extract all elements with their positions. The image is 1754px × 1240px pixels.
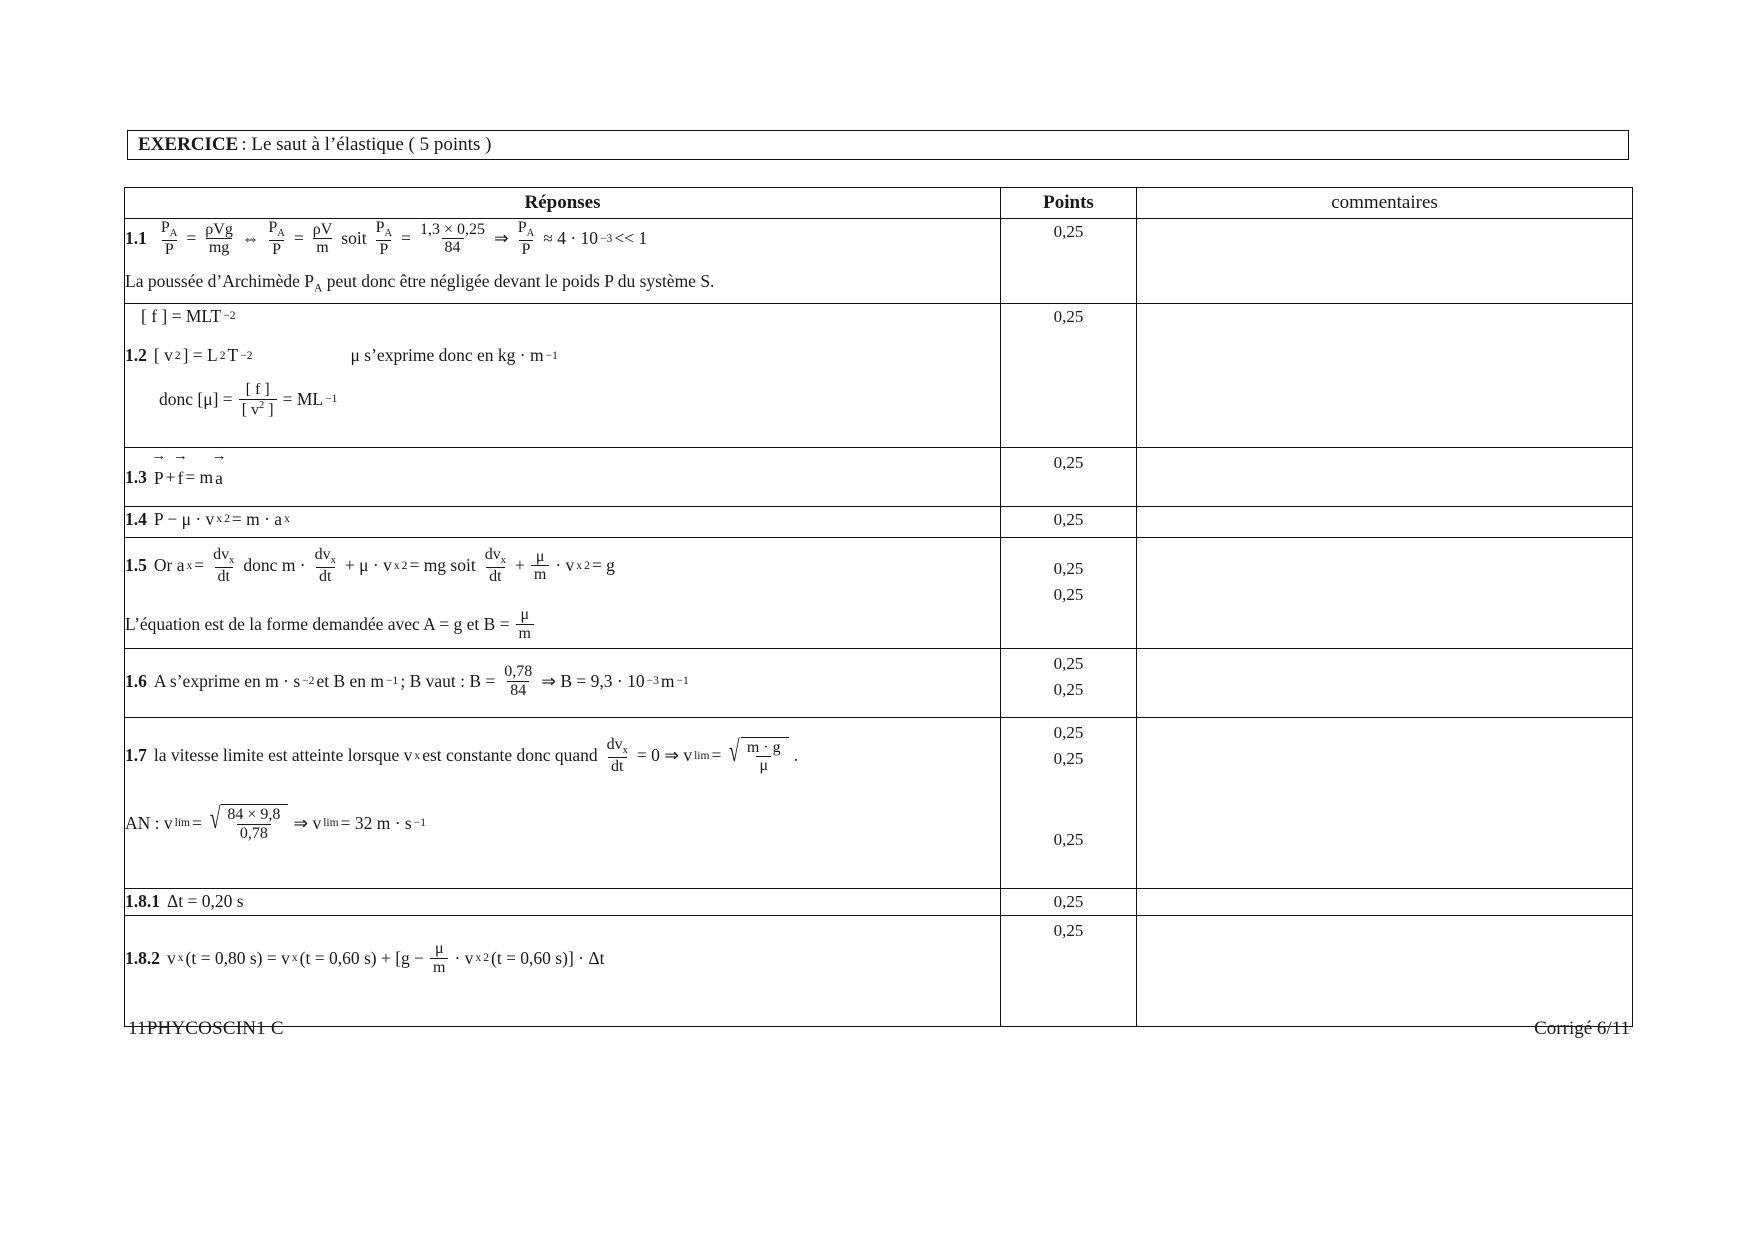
- comment-cell-1-2[interactable]: [1137, 304, 1633, 448]
- table-row: [125, 889, 1633, 916]
- points-cell-1-3: [1001, 448, 1137, 507]
- points-value: 0,25: [1053, 830, 1084, 849]
- exercise-title-box: [127, 130, 1629, 160]
- fraction: $\frac{\mu}{m}$: [430, 940, 448, 977]
- question-number: 1.8.2: [125, 947, 160, 968]
- comment-cell-1-1[interactable]: [1137, 219, 1633, 304]
- fraction: $\frac{P_A}{P}$: [268, 219, 285, 259]
- points-value: 0,25: [1053, 510, 1084, 529]
- answer-cell-1-2: [125, 304, 1001, 448]
- answer-cell-1-1: [125, 219, 1001, 304]
- dimension-velocity: 1.2 [ v 2 ] = L 2 T −2 μ s’exprime donc en kg · m −1: [125, 343, 1000, 368]
- numeric-application: AN : v lim = √ $\frac{84 \times 9,8}{0,78}$ ⇒ v lim = 32 m · s −1: [125, 801, 427, 842]
- question-number: 1.3: [125, 467, 147, 487]
- points-value: 0,25: [1053, 748, 1084, 768]
- question-number: 1.4: [125, 509, 147, 529]
- points-cell-1-2: [1001, 304, 1137, 448]
- table-row: [125, 538, 1633, 649]
- answer-cell-1-8-2: 1.8.2 v x (t = 0,80 s) = v x (t = 0,60 s) + [g − $\frac{\mu}{m}$ · v x 2 (t = 0,60 s)] · Δt: [125, 916, 1001, 1027]
- points-value: 0,25: [1053, 307, 1084, 326]
- exercise-title: : Le saut à l’élastique ( 5 points ): [241, 134, 492, 155]
- dimension-mu: donc [μ] = $\frac{[ f ]}{[ v^2 ]}$ = ML −1: [159, 380, 338, 418]
- fraction: $\frac{P_A}{P}$: [160, 219, 178, 259]
- vector-weight: → P: [154, 464, 164, 491]
- vector-acceleration: → a: [215, 464, 223, 491]
- table-row: [125, 507, 1633, 538]
- comment-cell-1-6[interactable]: [1137, 649, 1633, 718]
- column-header-comments: commentaires: [1137, 188, 1633, 219]
- footer-page-number: Corrigé 6/11: [1534, 1018, 1630, 1039]
- points-value: 0,25: [1053, 892, 1084, 911]
- answer-cell-1-8-1: 1.8.1 Δt = 0,20 s: [125, 889, 1001, 916]
- exercise-label: EXERCICE: [138, 134, 239, 155]
- column-header-points: Points: [1001, 188, 1137, 219]
- fraction: $\frac{dv_x}{dt}$: [484, 546, 507, 586]
- points-value: 0,25: [1053, 654, 1084, 673]
- fraction: $\frac{dv_x}{dt}$: [606, 736, 628, 776]
- points-value: 0,25: [1053, 559, 1084, 578]
- points-cell-1-8-2: [1001, 916, 1137, 1027]
- question-number: 1.1: [125, 228, 147, 249]
- equals: =: [186, 228, 197, 249]
- comment-cell-1-8-1[interactable]: [1137, 889, 1633, 916]
- fraction: $\frac{P_A}{P}$: [375, 219, 393, 259]
- question-number: 1.7: [125, 745, 147, 766]
- conclusion-text: La poussée d’Archimède $P_A$ peut donc être négligée devant le poids P du système S.: [125, 270, 715, 295]
- approx-value: ≈ 4 · 10: [543, 228, 599, 249]
- exponent: −3: [600, 232, 613, 245]
- fraction: $\frac{dv_x}{dt}$: [314, 546, 336, 586]
- table-row: [125, 219, 1633, 304]
- square-root: √ $\frac{m \cdot g}{\mu}$: [726, 737, 788, 776]
- inequality-tail: << 1: [614, 228, 648, 249]
- table-row: [125, 718, 1633, 889]
- fraction: $\frac{\mu}{m}$: [516, 606, 534, 643]
- footer-document-code: 11PHYCOSCIN1 C: [128, 1018, 284, 1039]
- points-cell-1-4: [1001, 507, 1137, 538]
- comment-cell-1-8-2[interactable]: [1137, 916, 1633, 1027]
- points-cell-1-5: [1001, 538, 1137, 649]
- fraction: $\frac{dv_x}{dt}$: [213, 546, 235, 586]
- fraction: $\frac{\text{ρVg}}{mg}$: [205, 220, 233, 257]
- comment-cell-1-7[interactable]: [1137, 718, 1633, 889]
- square-root: √ $\frac{84 \times 9,8}{0,78}$: [207, 804, 289, 843]
- points-value: 0,25: [1053, 723, 1084, 742]
- fraction: $\frac{0,78}{84}$: [504, 663, 533, 699]
- answer-cell-1-4: 1.4 P − μ · v x 2 = m · a x: [125, 507, 1001, 538]
- fraction: $\frac{\rho V}{m}$: [312, 220, 333, 257]
- table-row: [125, 649, 1633, 718]
- soit-word: soit: [341, 228, 367, 249]
- fraction: $\frac{[ f ]}{[ v^2 ]}$: [239, 381, 277, 419]
- column-header-responses: Réponses: [125, 188, 1001, 219]
- table-header-row: [125, 188, 1633, 219]
- fraction: $\frac{P_A}{P}$: [517, 219, 535, 259]
- vector-friction: → f: [177, 464, 183, 491]
- fraction: $\frac{1,3 \times 0,25}{84}$: [419, 220, 486, 257]
- comment-cell-1-3[interactable]: [1137, 448, 1633, 507]
- points-value: 0,25: [1053, 453, 1084, 472]
- points-cell-1-6: [1001, 649, 1137, 718]
- points-value: 0,25: [1053, 584, 1084, 604]
- fraction: $\frac{\mu}{m}$: [531, 548, 549, 585]
- answers-table: [124, 187, 1633, 1027]
- question-number: 1.2: [125, 345, 147, 366]
- implies-symbol: ⇒: [494, 228, 509, 249]
- form-conclusion: L’équation est de la forme demandée avec A = g et B = $\frac{\mu}{m}$: [125, 606, 1000, 643]
- points-value: 0,25: [1053, 222, 1084, 241]
- points-value: 0,25: [1053, 679, 1084, 699]
- answer-cell-1-6: 1.6 A s’exprime en m · s −2 et B en m −1 ; B vaut : B = $\frac{0,78}{84}$ ⇒ B = 9,3 · 10 −3 m −1: [125, 649, 1001, 718]
- question-number: 1.8.1: [125, 891, 160, 911]
- equals: =: [293, 228, 304, 249]
- dimension-force: [ f ] = MLT −2: [141, 306, 236, 326]
- points-cell-1-1: [1001, 219, 1137, 304]
- question-number: 1.5: [125, 555, 147, 576]
- comment-cell-1-4[interactable]: [1137, 507, 1633, 538]
- points-cell-1-8-1: [1001, 889, 1137, 916]
- comment-cell-1-5[interactable]: [1137, 538, 1633, 649]
- table-row: [125, 448, 1633, 507]
- table-row: [125, 304, 1633, 448]
- table-row: [125, 916, 1633, 1027]
- question-number: 1.6: [125, 670, 147, 691]
- answer-cell-1-7: 1.7 la vitesse limite est atteinte lorsque v x est constante donc quand $\frac{dv_x}{dt}$ = 0 ⇒ v lim = √ $\frac{m \cdot g}{\mu}$ . AN : v lim = √ $\frac{84 \times 9,8}{0,78}$ ⇒ v lim = 32 m · s −1: [125, 718, 1001, 889]
- answer-cell-1-3: 1.3 → P + → f = m → a: [125, 448, 1001, 507]
- points-value: 0,25: [1053, 921, 1084, 940]
- answer-cell-1-5: 1.5 Or a x = $\frac{dv_x}{dt}$ donc m · $\frac{dv_x}{dt}$ + μ · v x 2 = mg soit $\frac{dv_x}{dt}$ + $\frac{\mu}{m}$ · v x 2 = g L’équation est de la forme demandée avec A = g et B = $\frac{\mu}{m}$: [125, 538, 1001, 649]
- equals: =: [401, 228, 411, 249]
- equivalence-symbol: ⇔: [241, 228, 260, 249]
- points-cell-1-7: [1001, 718, 1137, 889]
